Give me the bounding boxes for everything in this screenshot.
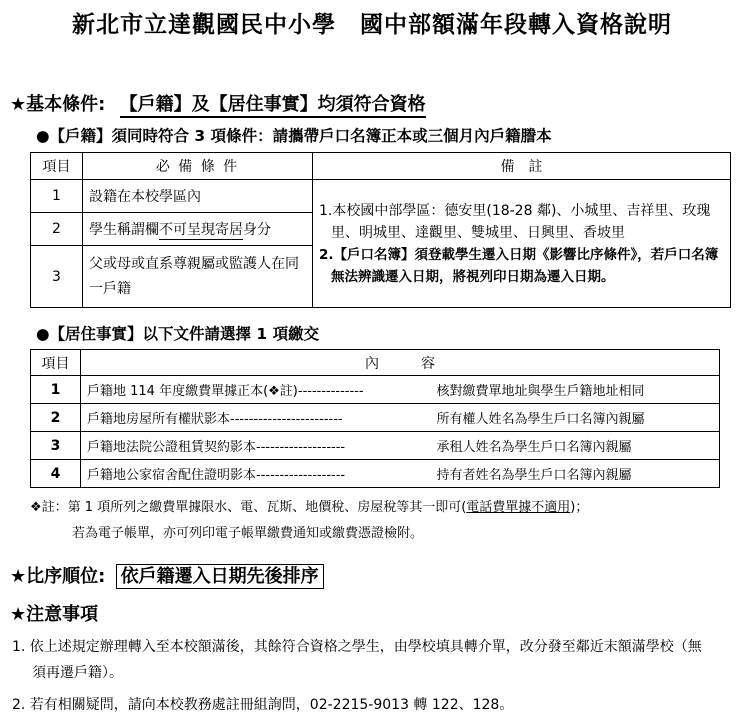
- table-row: [31, 404, 720, 432]
- document-desc: 核對繳費單地址與學生戶籍地址相同: [431, 376, 720, 404]
- document-name: 戶籍地房屋所有權狀影本------------------------: [81, 404, 431, 432]
- remark-1: 1.本校國中部學區：德安里(18-28 鄰)、小城里、吉祥里、玫瑰里、明城里、達觀里、雙城里、日興里、香坡里: [319, 202, 711, 241]
- document-name: 戶籍地 114 年度繳費單據正本(❖註)--------------: [81, 376, 431, 404]
- notes-heading: [10, 600, 98, 626]
- document-desc: 承租人姓名為學生戶口名簿內親屬: [431, 432, 720, 460]
- residence-col-no: 項目: [31, 350, 81, 376]
- row-number: 3: [31, 246, 83, 308]
- remark-2: 2.【戶口名簿】須登載學生遷入日期《影響比序條件》，若戶口名簿無法辨識遷入日期，將視列印日期為遷入日期。: [319, 246, 719, 285]
- table-row: [31, 432, 720, 460]
- condition-text-pre: 學生稱謂欄: [89, 222, 159, 238]
- row-number: 2: [31, 404, 81, 432]
- household-heading: ●【戶籍】須同時符合 3 項條件：請攜帶戶口名簿正本或三個月內戶籍謄本: [36, 127, 552, 145]
- notes-list: [12, 634, 712, 718]
- condition-text-emphasis: 不可呈現寄居: [159, 222, 243, 238]
- household-col-condition: 必 備 條 件: [83, 153, 313, 180]
- row-number: 3: [31, 432, 81, 460]
- star-icon: ★: [10, 94, 27, 115]
- basic-conditions: [10, 90, 426, 116]
- row-number: 4: [31, 460, 81, 488]
- list-item: 2. 若有相關疑問，請向本校教務處註冊組詢問，02-2215-9013 轉 122、128。: [12, 697, 514, 713]
- row-number: 1: [31, 180, 83, 213]
- notes-label: 注意事項: [26, 604, 99, 625]
- star-icon: ★: [10, 566, 27, 587]
- residence-col-content: 內 容: [81, 350, 720, 376]
- note-text-post: )；: [570, 500, 589, 515]
- condition-text: [83, 213, 313, 246]
- condition-text: 父或母或直系尊親屬或監護人在同一戶籍: [83, 246, 313, 308]
- document-name: 戶籍地公家宿舍配住證明影本-------------------: [81, 460, 431, 488]
- ranking: [10, 562, 324, 588]
- document-name: 戶籍地法院公證租賃契約影本-------------------: [81, 432, 431, 460]
- household-col-remark: 備 註: [313, 153, 731, 180]
- residence-heading: ●【居住事實】以下文件請選擇 1 項繳交: [36, 325, 320, 343]
- condition-text: 設籍在本校學區內: [83, 180, 313, 213]
- document-desc: 持有者姓名為學生戶口名簿內親屬: [431, 460, 720, 488]
- household-table: [30, 152, 731, 308]
- ranking-label: 比序順位:: [26, 566, 106, 587]
- star-icon: ★: [10, 604, 27, 625]
- basic-value: 【戶籍】及【居住事實】均須符合資格: [120, 94, 426, 118]
- table-row: [31, 460, 720, 488]
- condition-text-post: 身分: [243, 222, 271, 238]
- list-item: 1. 依上述規定辦理轉入至本校額滿後，其餘符合資格之學生，由學校填具轉介單，改分發至鄰近末額滿學校（無須再遷戶籍）。: [12, 639, 702, 681]
- ranking-value: 依戶籍遷入日期先後排序: [116, 564, 324, 589]
- note-text-emphasis: 電話費單據不適用: [466, 500, 571, 515]
- document-desc: 所有權人姓名為學生戶口名簿內親屬: [431, 404, 720, 432]
- residence-note-2: 若為電子帳單，亦可列印電子帳單繳費通知或繳費憑證檢附。: [72, 526, 424, 541]
- table-row: [31, 180, 731, 213]
- row-number: 2: [31, 213, 83, 246]
- residence-table: [30, 349, 720, 488]
- note-text-pre: ❖註：第 1 項所列之繳費單據限水、電、瓦斯、地價稅、房屋稅等其一即可(: [30, 500, 467, 515]
- household-remarks: [313, 180, 731, 308]
- household-col-no: 項目: [31, 153, 83, 180]
- row-number: 1: [31, 376, 81, 404]
- residence-note: [30, 496, 588, 515]
- basic-label: 基本條件:: [26, 94, 106, 115]
- page-title: 新北市立達觀國民中小學 國中部額滿年段轉入資格說明: [72, 12, 672, 38]
- table-row: [31, 376, 720, 404]
